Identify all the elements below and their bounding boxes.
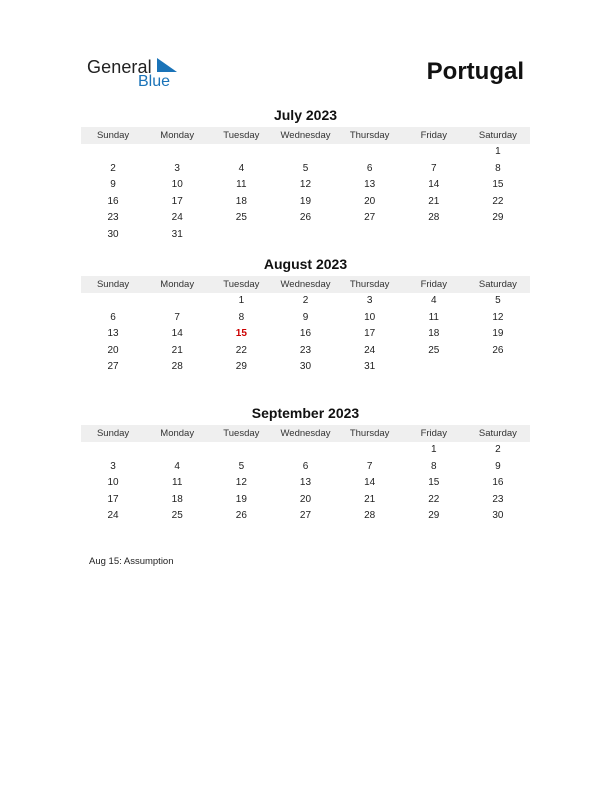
- day-cell: 26: [299, 212, 312, 224]
- month-title: July 2023: [273, 107, 338, 123]
- day-cell: 3: [366, 295, 373, 306]
- empty-day-cell: [81, 144, 145, 161]
- day-cell: 12: [492, 311, 504, 323]
- day-cell: 19: [492, 328, 504, 340]
- weekday-label: Thursday: [349, 130, 390, 141]
- day-cell: 1: [430, 444, 437, 455]
- day-cell: 5: [495, 295, 501, 306]
- day-cell: 30: [107, 228, 119, 240]
- day-cell: 8: [430, 460, 437, 472]
- day-cell: 24: [171, 212, 183, 224]
- day-cell: 1: [495, 146, 501, 157]
- day-cell: 4: [174, 460, 180, 472]
- weekday-label: Monday: [160, 279, 195, 290]
- weekday-label: Friday: [420, 279, 447, 290]
- week-row: [81, 492, 530, 509]
- weekday-label: Friday: [420, 130, 447, 141]
- day-cell: 26: [492, 344, 504, 356]
- day-cell: 25: [428, 344, 440, 356]
- weekday-label: Tuesday: [223, 279, 260, 290]
- week-row: [81, 194, 530, 211]
- weekday-label: Sunday: [96, 428, 130, 439]
- weekday-label: Wednesday: [280, 130, 331, 141]
- day-cell: 16: [299, 328, 312, 340]
- holiday-note: Aug 15: Assumption: [89, 556, 174, 567]
- weekday-label: Tuesday: [223, 428, 260, 439]
- weekday-label: Thursday: [349, 428, 390, 439]
- day-cell: 8: [238, 311, 245, 323]
- day-cell: 17: [107, 493, 119, 505]
- day-cell: 23: [299, 344, 312, 356]
- day-cell: 16: [492, 477, 504, 489]
- day-cell: 21: [171, 344, 183, 356]
- day-cell: 6: [366, 162, 373, 174]
- week-row: [81, 508, 530, 525]
- day-cell: 2: [302, 295, 309, 306]
- week-row: [81, 359, 530, 376]
- day-cell: 5: [302, 162, 309, 174]
- empty-day-cell: [273, 442, 337, 459]
- day-cell: 22: [492, 195, 504, 207]
- day-cell: 19: [235, 493, 247, 505]
- day-cell: 6: [302, 460, 309, 472]
- empty-day-cell: [402, 359, 466, 376]
- day-cell: 3: [174, 162, 180, 174]
- empty-day-cell: [209, 442, 273, 459]
- empty-day-cell: [273, 144, 337, 161]
- weekday-label: Tuesday: [223, 130, 260, 141]
- day-cell: 23: [107, 212, 119, 224]
- weekday-label: Monday: [160, 130, 195, 141]
- day-cell: 8: [495, 162, 501, 174]
- day-cell: 28: [428, 212, 440, 224]
- week-row: [81, 310, 530, 327]
- day-cell: 23: [492, 493, 504, 505]
- day-cell: 4: [238, 162, 245, 174]
- day-cell: 6: [110, 311, 116, 323]
- day-cell: 14: [171, 328, 183, 340]
- day-cell: 14: [364, 477, 376, 489]
- day-cell: 7: [366, 460, 373, 472]
- month-september: [81, 404, 530, 525]
- day-cell: 29: [428, 510, 440, 522]
- day-cell: 27: [299, 510, 312, 522]
- empty-day-cell: [209, 227, 273, 244]
- month-july: [81, 106, 530, 244]
- logo-blue-text: Blue: [138, 73, 171, 90]
- day-cell: 9: [110, 179, 116, 191]
- empty-day-cell: [81, 442, 145, 459]
- week-row: [81, 210, 530, 227]
- weekday-header-row: [81, 127, 530, 144]
- day-cell: 3: [110, 460, 116, 472]
- week-row: [81, 343, 530, 360]
- month-title: August 2023: [263, 256, 348, 272]
- day-cell: 22: [235, 344, 247, 356]
- week-row: [81, 293, 530, 310]
- day-cell: 18: [171, 493, 183, 505]
- weekday-label: Monday: [160, 428, 195, 439]
- day-cell: 16: [107, 195, 119, 207]
- day-cell: 22: [428, 493, 440, 505]
- day-cell: 29: [235, 361, 247, 373]
- day-cell: 30: [299, 361, 312, 373]
- weekday-label: Sunday: [96, 279, 130, 290]
- day-cell: 17: [364, 328, 376, 340]
- day-cell: 13: [107, 328, 119, 340]
- weekday-label: Thursday: [349, 279, 390, 290]
- day-cell: 13: [364, 179, 376, 191]
- day-cell: 10: [364, 311, 376, 323]
- day-cell: 19: [299, 195, 312, 207]
- day-cell: 24: [107, 510, 119, 522]
- empty-day-cell: [145, 293, 209, 310]
- day-cell: 30: [492, 510, 504, 522]
- day-cell: 31: [364, 361, 376, 373]
- month-title: September 2023: [251, 405, 360, 421]
- week-row: [81, 459, 530, 476]
- day-cell: 11: [428, 311, 439, 323]
- logo-general-text: General: [87, 57, 152, 77]
- day-cell: 26: [235, 510, 247, 522]
- weekday-label: Wednesday: [280, 279, 331, 290]
- empty-day-cell: [466, 227, 530, 244]
- day-cell: 11: [172, 477, 183, 489]
- day-cell: 15: [492, 179, 504, 191]
- day-cell: 18: [235, 195, 247, 207]
- empty-day-cell: [145, 144, 209, 161]
- holiday-notes: [89, 556, 174, 567]
- day-cell: 5: [238, 460, 245, 472]
- logo-triangle-icon: [157, 58, 177, 72]
- day-cell: 4: [430, 295, 437, 306]
- day-cell: 27: [364, 212, 376, 224]
- day-cell: 20: [364, 195, 376, 207]
- empty-day-cell: [466, 359, 530, 376]
- logo: [87, 55, 187, 95]
- day-cell: 21: [428, 195, 440, 207]
- week-row: [81, 475, 530, 492]
- day-cell: 21: [364, 493, 376, 505]
- empty-day-cell: [338, 227, 402, 244]
- country-title: Portugal: [426, 58, 524, 85]
- day-cell: 2: [495, 444, 501, 455]
- day-cell: 11: [236, 179, 247, 191]
- day-cell: 24: [364, 344, 376, 356]
- day-cell: 10: [107, 477, 119, 489]
- week-row: [81, 177, 530, 194]
- day-cell: 2: [110, 162, 116, 174]
- day-cell: 15: [428, 477, 440, 489]
- week-row: [81, 161, 530, 178]
- empty-day-cell: [338, 442, 402, 459]
- day-cell: 9: [495, 460, 501, 472]
- month-august: [81, 255, 530, 376]
- weekday-label: Sunday: [96, 130, 130, 141]
- day-cell: 12: [235, 477, 247, 489]
- weekday-label: Saturday: [478, 428, 517, 439]
- day-cell: 20: [107, 344, 119, 356]
- day-cell: 9: [302, 311, 309, 323]
- holiday-day-cell: 15: [235, 328, 247, 340]
- day-cell: 20: [299, 493, 312, 505]
- empty-day-cell: [81, 293, 145, 310]
- empty-day-cell: [402, 227, 466, 244]
- day-cell: 25: [171, 510, 183, 522]
- empty-day-cell: [209, 144, 273, 161]
- weekday-label: Friday: [420, 428, 447, 439]
- weekday-header-row: [81, 425, 530, 442]
- day-cell: 17: [171, 195, 183, 207]
- empty-day-cell: [145, 442, 209, 459]
- week-row: [81, 442, 530, 459]
- weekday-header-row: [81, 276, 530, 293]
- empty-day-cell: [273, 227, 337, 244]
- day-cell: 28: [364, 510, 376, 522]
- day-cell: 25: [235, 212, 247, 224]
- day-cell: 13: [299, 477, 312, 489]
- day-cell: 14: [428, 179, 440, 191]
- weekday-label: Saturday: [478, 130, 517, 141]
- week-row: [81, 326, 530, 343]
- empty-day-cell: [338, 144, 402, 161]
- day-cell: 31: [171, 228, 183, 240]
- day-cell: 18: [428, 328, 440, 340]
- weekday-label: Wednesday: [280, 428, 331, 439]
- day-cell: 28: [171, 361, 183, 373]
- day-cell: 1: [238, 295, 245, 306]
- week-row: [81, 144, 530, 161]
- day-cell: 27: [107, 361, 119, 373]
- day-cell: 7: [174, 311, 180, 323]
- day-cell: 7: [430, 162, 437, 174]
- day-cell: 29: [492, 212, 504, 224]
- week-row: [81, 227, 530, 244]
- empty-day-cell: [402, 144, 466, 161]
- day-cell: 10: [171, 179, 183, 191]
- weekday-label: Saturday: [478, 279, 517, 290]
- day-cell: 12: [299, 179, 312, 191]
